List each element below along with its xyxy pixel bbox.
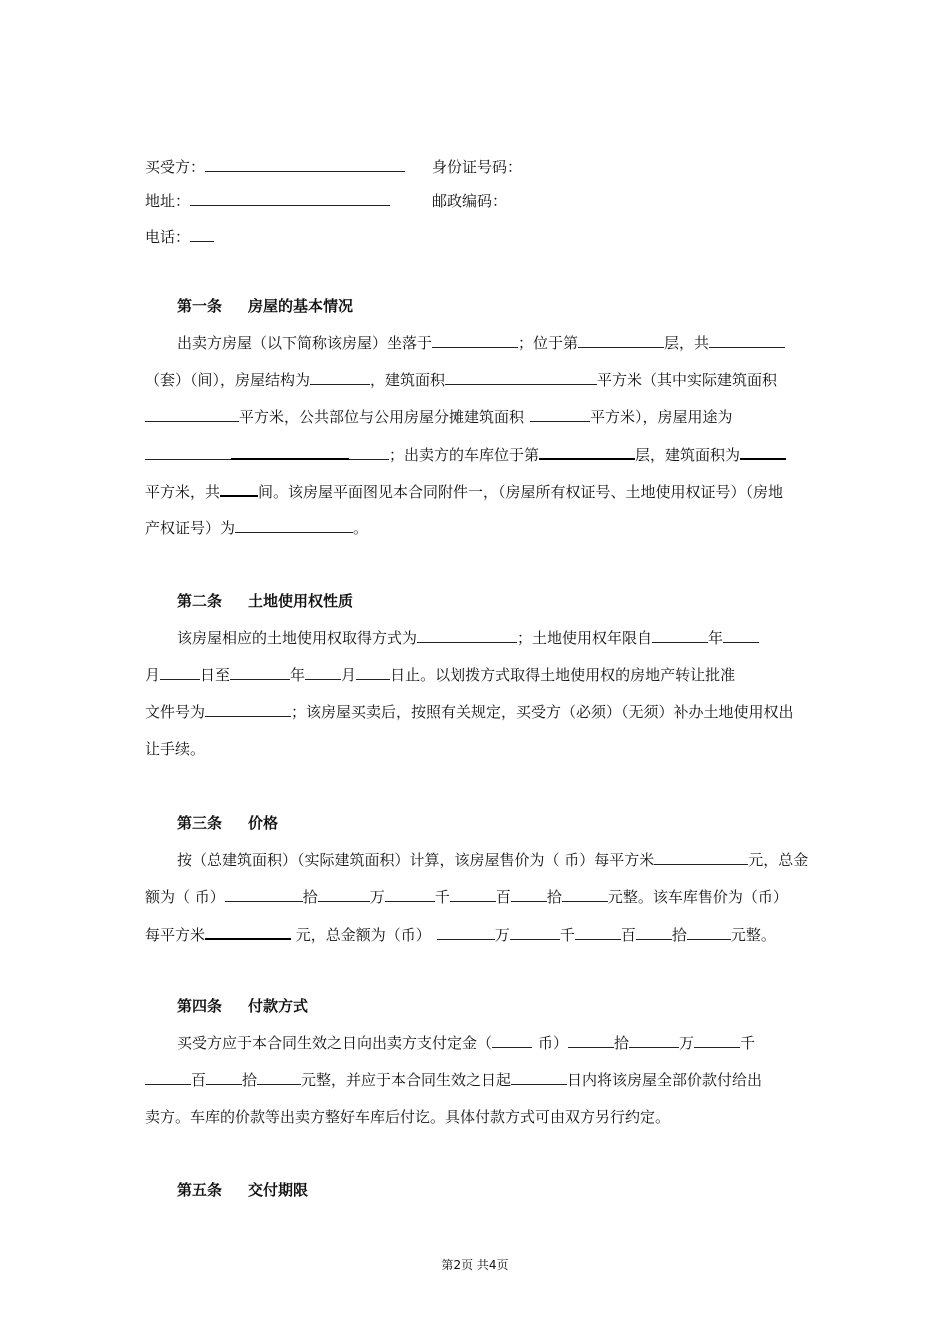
text: 日止。以划拨方式取得土地使用权的房地产转让批准	[390, 666, 736, 684]
text: 该房屋相应的土地使用权取得方式为	[177, 629, 418, 647]
article-1-line-6	[145, 518, 368, 538]
article-3-line-1	[177, 850, 808, 870]
article-2-line-3	[145, 702, 794, 722]
blank	[417, 628, 517, 643]
text: 月	[145, 666, 161, 684]
blank	[694, 1033, 740, 1048]
blank	[578, 333, 664, 348]
text: 币）	[538, 1034, 569, 1052]
text: 元整，并应于本合同生效之日起	[301, 1071, 512, 1089]
text: 每平方米	[145, 926, 206, 944]
blank	[349, 445, 389, 460]
text: ；土地使用权年限自	[517, 629, 653, 647]
article-1-line-1	[177, 333, 785, 353]
postcode-label: 邮政编码：	[432, 192, 508, 210]
text: 万	[494, 926, 510, 944]
article-5-number: 第五条	[177, 1181, 223, 1199]
text: 月	[341, 666, 357, 684]
article-1-number: 第一条	[177, 297, 223, 315]
id-label: 身份证号码：	[432, 158, 523, 176]
article-1-line-4	[145, 444, 786, 465]
article-5-title: 交付期限	[248, 1181, 309, 1199]
article-2-title: 土地使用权性质	[248, 592, 354, 610]
article-4-number: 第四条	[177, 997, 223, 1015]
blank	[492, 1033, 532, 1048]
blank	[225, 887, 303, 902]
text: 元，总金额为（币）	[291, 926, 431, 944]
text: 年	[290, 666, 306, 684]
blank	[231, 444, 349, 460]
text: 产权证号）为	[145, 519, 236, 537]
postcode-line	[432, 191, 507, 211]
text: 元整。	[730, 926, 776, 944]
blank	[160, 665, 200, 680]
blank	[432, 333, 518, 348]
article-4-line-1	[177, 1033, 755, 1053]
blank	[709, 333, 785, 348]
article-3-number: 第三条	[177, 814, 223, 832]
article-2-heading	[177, 591, 353, 611]
blank	[450, 887, 496, 902]
text: 。	[353, 519, 369, 537]
blank	[575, 925, 621, 940]
text: 元整。该车库售价为（币）	[607, 888, 788, 906]
text: 按（总建筑面积）（实际建筑面积）计算，该房屋售价为（ 币）每平方米	[177, 851, 655, 869]
phone-label: 电话：	[145, 228, 191, 246]
text: 日至	[200, 666, 231, 684]
blank	[530, 407, 590, 422]
article-2-number: 第二条	[177, 592, 223, 610]
blank	[437, 925, 495, 940]
article-4-line-2	[145, 1070, 762, 1090]
blank	[511, 887, 547, 902]
text: 买受方应于本合同生效之日向出卖方支付定金（	[177, 1034, 493, 1052]
blank	[145, 445, 231, 460]
phone-line	[145, 227, 214, 247]
article-1-title: 房屋的基本情况	[248, 297, 354, 315]
text: 平方米，共	[145, 483, 221, 501]
article-1-heading	[177, 296, 353, 316]
text: 页	[496, 1258, 509, 1272]
address-label: 地址：	[145, 192, 191, 210]
article-2-line-2	[145, 665, 735, 685]
text: 元，总金	[748, 851, 809, 869]
article-2-line-1	[177, 628, 759, 648]
current-page-number: 2	[453, 1258, 462, 1272]
article-1-line-5	[145, 481, 783, 502]
blank	[568, 1033, 614, 1048]
text: 拾	[614, 1034, 630, 1052]
text: 第	[441, 1258, 454, 1272]
text: ，建筑面积	[370, 371, 446, 389]
text: 平方米，公共部位与公用房屋分摊建筑面积	[239, 408, 525, 426]
text: 让手续。	[145, 740, 206, 758]
text: 层，共	[664, 334, 710, 352]
text: 拾	[302, 888, 318, 906]
article-3-title: 价格	[248, 814, 279, 832]
article-2-line-4	[145, 739, 205, 759]
text: 卖方。车库的价款等出卖方整好车库后付讫。具体付款方式可由双方另行约定。	[145, 1108, 671, 1126]
article-3-heading	[177, 813, 278, 833]
text: 额为（ 币）	[145, 888, 225, 906]
text: 拾	[242, 1071, 258, 1089]
blank	[652, 628, 708, 643]
buyer-blank	[205, 157, 405, 172]
text: 百	[495, 888, 511, 906]
text: 平方米（其中实际建筑面积	[597, 371, 778, 389]
buyer-line	[145, 157, 405, 177]
blank	[220, 481, 258, 497]
text: 千	[434, 888, 450, 906]
text: 层，建筑面积为	[635, 446, 741, 464]
blank	[687, 925, 731, 940]
blank	[562, 887, 608, 902]
blank	[539, 444, 635, 460]
article-1-line-2	[145, 370, 777, 390]
blank	[205, 702, 291, 717]
text: 拾	[671, 926, 687, 944]
text: ；该房屋买卖后，按照有关规定，买受方（必须）（无须）补办土地使用权出	[291, 703, 794, 721]
blank	[445, 370, 597, 385]
article-3-line-3	[145, 924, 776, 945]
page-footer	[0, 1257, 950, 1273]
article-3-line-2	[145, 887, 788, 907]
text: 万	[369, 888, 385, 906]
text: 拾	[546, 888, 562, 906]
address-blank	[190, 191, 390, 206]
text: 间。该房屋平面图见本合同附件一，（房屋所有权证号、土地使用权证号）（房地	[258, 483, 784, 501]
buyer-label: 买受方：	[145, 158, 206, 176]
blank	[230, 665, 290, 680]
blank	[318, 887, 370, 902]
blank	[356, 665, 390, 680]
blank	[145, 407, 239, 422]
blank	[310, 370, 370, 385]
text: （套）（间），房屋结构为	[145, 371, 311, 389]
blank	[145, 1070, 191, 1085]
blank	[206, 1070, 242, 1085]
article-5-heading	[177, 1180, 308, 1200]
blank	[257, 1070, 301, 1085]
id-line	[432, 157, 522, 177]
blank	[723, 628, 759, 643]
text: 千	[740, 1034, 756, 1052]
blank	[636, 925, 672, 940]
blank	[235, 518, 353, 533]
blank	[654, 850, 748, 865]
blank	[510, 925, 560, 940]
text: 百	[620, 926, 636, 944]
article-4-line-3	[145, 1107, 670, 1127]
text: 页 共	[461, 1258, 489, 1272]
blank	[205, 924, 291, 940]
text: 平方米），房屋用途为	[590, 408, 733, 426]
address-line	[145, 191, 390, 211]
text: 日内将该房屋全部价款付给出	[567, 1071, 763, 1089]
total-page-number: 4	[488, 1258, 497, 1272]
text: ；出卖方的车库位于第	[389, 446, 540, 464]
text: 万	[679, 1034, 695, 1052]
blank	[629, 1033, 679, 1048]
blank	[511, 1070, 567, 1085]
text: 出卖方房屋（以下简称该房屋）坐落于	[177, 334, 433, 352]
blank	[305, 665, 341, 680]
article-1-line-3	[145, 407, 733, 427]
article-4-heading	[177, 996, 308, 1016]
phone-blank	[190, 227, 214, 242]
blank	[385, 887, 435, 902]
text: 文件号为	[145, 703, 206, 721]
text: 千	[559, 926, 575, 944]
text: ；位于第	[518, 334, 579, 352]
text: 年	[708, 629, 724, 647]
article-4-title: 付款方式	[248, 997, 309, 1015]
blank	[740, 444, 786, 460]
text: 百	[191, 1071, 207, 1089]
